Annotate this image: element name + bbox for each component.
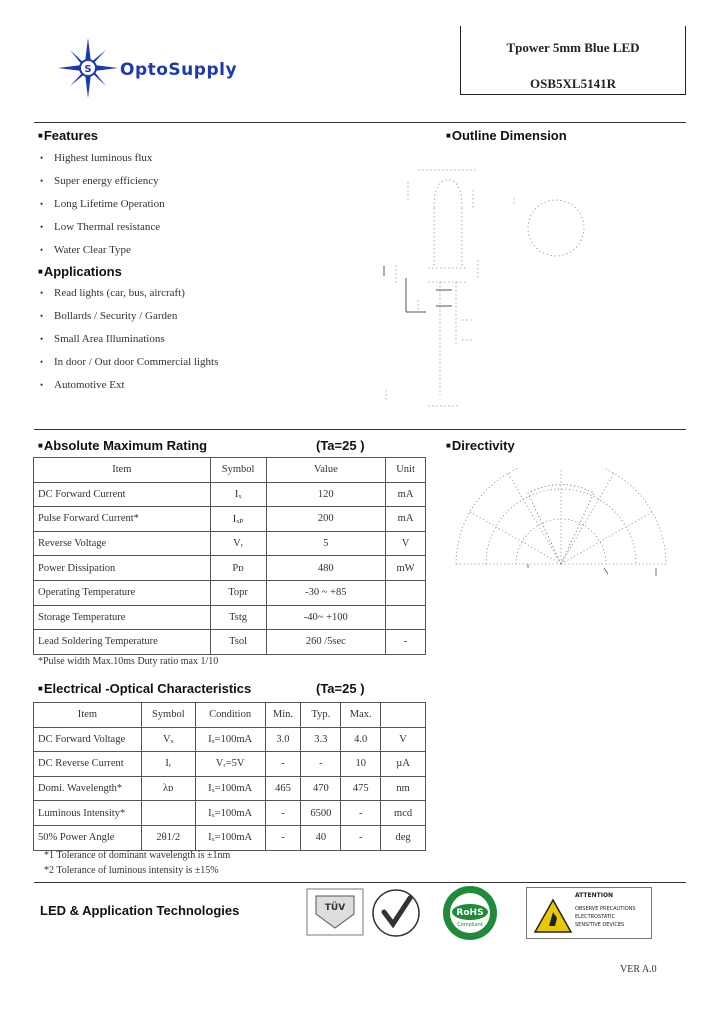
table-header-row — [34, 458, 426, 483]
section-bullet-icon: ■ — [38, 267, 43, 276]
tuv-label: TÜV — [324, 903, 346, 913]
symbol-cell: Topr — [210, 580, 266, 605]
unit-cell: mA — [386, 507, 426, 532]
unit-cell: µA — [381, 752, 426, 777]
star-logo-icon — [58, 38, 118, 98]
list-item: • Super energy efficiency — [40, 170, 165, 193]
item-cell: Reverse Voltage — [34, 531, 211, 556]
unit-cell: deg — [381, 825, 426, 850]
features-list — [40, 147, 165, 262]
item-cell: Lead Soldering Temperature — [34, 630, 211, 655]
value-cell: -40~ +100 — [266, 605, 386, 630]
condition-cell: Iₓ=100mA — [195, 801, 265, 826]
eo-note-2: *2 Tolerance of luminous intensity is ±15% — [44, 865, 219, 876]
attention-title: ATTENTION — [575, 892, 614, 899]
table-row — [34, 482, 426, 507]
typ-cell: 3.3 — [301, 727, 341, 752]
unit-cell — [386, 605, 426, 630]
brand-logo — [58, 38, 278, 98]
section-bullet-icon: ■ — [446, 131, 451, 140]
abs-max-note: *Pulse width Max.10ms Duty ratio max 1/10 — [38, 656, 219, 667]
quality-check-badge — [370, 888, 422, 938]
value-cell: 260 /5sec — [266, 630, 386, 655]
tuv-logo-icon — [306, 888, 364, 936]
eo-heading: ■Electrical -Optical Characteristics — [38, 681, 252, 696]
item-cell: Power Dissipation — [34, 556, 211, 581]
list-item: • Bollards / Security / Garden — [40, 305, 218, 328]
condition-cell: Vᵣ=5V — [195, 752, 265, 777]
symbol-cell: 2θ1/2 — [141, 825, 195, 850]
table-row — [34, 776, 426, 801]
item-cell: Luminous Intensity* — [34, 801, 142, 826]
symbol-cell: Pᴅ — [210, 556, 266, 581]
list-item: • Read lights (car, bus, aircraft) — [40, 282, 218, 305]
applications-list — [40, 282, 218, 397]
symbol-cell — [141, 801, 195, 826]
header-cell: Item — [34, 703, 142, 728]
symbol-cell: λᴅ — [141, 776, 195, 801]
table-row — [34, 801, 426, 826]
value-cell: 200 — [266, 507, 386, 532]
list-item: • Long Lifetime Operation — [40, 193, 165, 216]
table-row — [34, 630, 426, 655]
abs-max-heading: ■Absolute Maximum Rating — [38, 438, 208, 453]
list-item: • Water Clear Type — [40, 239, 165, 262]
item-cell: Operating Temperature — [34, 580, 211, 605]
rohs-badge — [434, 884, 506, 942]
table-row — [34, 507, 426, 532]
value-cell: 480 — [266, 556, 386, 581]
symbol-cell: Vᵣ — [210, 531, 266, 556]
attention-line: OBSERVE PRECAUTIONS — [575, 906, 636, 912]
directivity-polar-diagram — [448, 468, 674, 578]
section-divider — [34, 429, 686, 430]
title-box — [460, 26, 686, 95]
section-bullet-icon: ■ — [446, 441, 451, 450]
table-row — [34, 605, 426, 630]
header-cell: Value — [266, 458, 386, 483]
applications-heading: ■Applications — [38, 264, 122, 279]
list-item: • In door / Out door Commercial lights — [40, 351, 218, 374]
min-cell: 465 — [265, 776, 301, 801]
features-heading: ■Features — [38, 128, 99, 143]
symbol-cell: Tsol — [210, 630, 266, 655]
section-bullet-icon: ■ — [38, 684, 43, 693]
value-cell: 120 — [266, 482, 386, 507]
unit-cell: mA — [386, 482, 426, 507]
list-item: • Low Thermal resistance — [40, 216, 165, 239]
attention-lines — [575, 905, 636, 929]
header-cell: Condition — [195, 703, 265, 728]
max-cell: 4.0 — [341, 727, 381, 752]
tuv-cert-badge — [306, 888, 364, 936]
item-cell: Domi. Wavelength* — [34, 776, 142, 801]
table-row — [34, 752, 426, 777]
max-cell: 475 — [341, 776, 381, 801]
abs-max-condition: (Ta=25 ) — [316, 438, 365, 453]
condition-cell: Iₓ=100mA — [195, 825, 265, 850]
header-cell: Unit — [386, 458, 426, 483]
outline-heading: ■Outline Dimension — [446, 128, 567, 143]
max-cell: 10 — [341, 752, 381, 777]
item-cell: Pulse Forward Current* — [34, 507, 211, 532]
min-cell: - — [265, 752, 301, 777]
max-cell: - — [341, 801, 381, 826]
value-cell: 5 — [266, 531, 386, 556]
min-cell: - — [265, 801, 301, 826]
list-item: • Small Area Illuminations — [40, 328, 218, 351]
max-cell: - — [341, 825, 381, 850]
table-header-row — [34, 703, 426, 728]
brand-name: OptoSupply — [120, 60, 238, 80]
company-name: LED & Application Technologies — [40, 903, 240, 918]
header-cell — [381, 703, 426, 728]
footer-divider — [34, 882, 686, 883]
abs-max-table — [33, 457, 426, 655]
condition-cell: Iₓ=100mA — [195, 776, 265, 801]
unit-cell: V — [381, 727, 426, 752]
header-divider — [34, 122, 686, 123]
rohs-label: RoHS — [456, 908, 484, 918]
condition-cell: Iₓ=100mA — [195, 727, 265, 752]
list-item: • Highest luminous flux — [40, 147, 165, 170]
header-cell: Typ. — [301, 703, 341, 728]
eo-condition: (Ta=25 ) — [316, 681, 365, 696]
attention-line: ELECTROSTATIC — [575, 914, 615, 920]
typ-cell: 470 — [301, 776, 341, 801]
table-row — [34, 531, 426, 556]
table-row — [34, 825, 426, 850]
table-row — [34, 556, 426, 581]
item-cell: DC Reverse Current — [34, 752, 142, 777]
svg-text:S: S — [84, 64, 92, 75]
typ-cell: - — [301, 752, 341, 777]
header-cell: Symbol — [210, 458, 266, 483]
unit-cell: - — [386, 630, 426, 655]
directivity-heading: ■Directivity — [446, 438, 515, 453]
item-cell: 50% Power Angle — [34, 825, 142, 850]
version-label: VER A.0 — [620, 964, 657, 975]
symbol-cell: Iₓ — [210, 482, 266, 507]
unit-cell: nm — [381, 776, 426, 801]
table-row — [34, 727, 426, 752]
symbol-cell: Iₓₚ — [210, 507, 266, 532]
header-cell: Max. — [341, 703, 381, 728]
attention-line: SENSITIVE DEVICES — [575, 922, 625, 928]
item-cell: DC Forward Voltage — [34, 727, 142, 752]
item-cell: DC Forward Current — [34, 482, 211, 507]
item-cell: Storage Temperature — [34, 605, 211, 630]
rohs-sub: Compliant — [457, 922, 483, 928]
checkmark-seal-icon — [370, 888, 422, 938]
unit-cell — [386, 580, 426, 605]
rohs-logo-icon — [434, 884, 506, 942]
symbol-cell: Vₓ — [141, 727, 195, 752]
typ-cell: 6500 — [301, 801, 341, 826]
header-cell: Min. — [265, 703, 301, 728]
list-item: • Automotive Ext — [40, 374, 218, 397]
esd-warning-icon — [533, 898, 573, 934]
header-cell: Symbol — [141, 703, 195, 728]
table-row — [34, 580, 426, 605]
min-cell: 3.0 — [265, 727, 301, 752]
symbol-cell: Iᵣ — [141, 752, 195, 777]
min-cell: - — [265, 825, 301, 850]
symbol-cell: Tstg — [210, 605, 266, 630]
header-cell: Item — [34, 458, 211, 483]
section-bullet-icon: ■ — [38, 441, 43, 450]
value-cell: -30 ~ +85 — [266, 580, 386, 605]
outline-dimension-drawing — [378, 160, 608, 415]
unit-cell: V — [386, 531, 426, 556]
eo-table — [33, 702, 426, 851]
typ-cell: 40 — [301, 825, 341, 850]
eo-note-1: *1 Tolerance of dominant wavelength is ±1nm — [44, 850, 231, 861]
part-number: OSB5XL5141R — [530, 76, 616, 91]
attention-esd-label — [526, 887, 652, 939]
product-title: Tpower 5mm Blue LED — [506, 40, 640, 55]
unit-cell: mW — [386, 556, 426, 581]
section-bullet-icon: ■ — [38, 131, 43, 140]
unit-cell: mcd — [381, 801, 426, 826]
